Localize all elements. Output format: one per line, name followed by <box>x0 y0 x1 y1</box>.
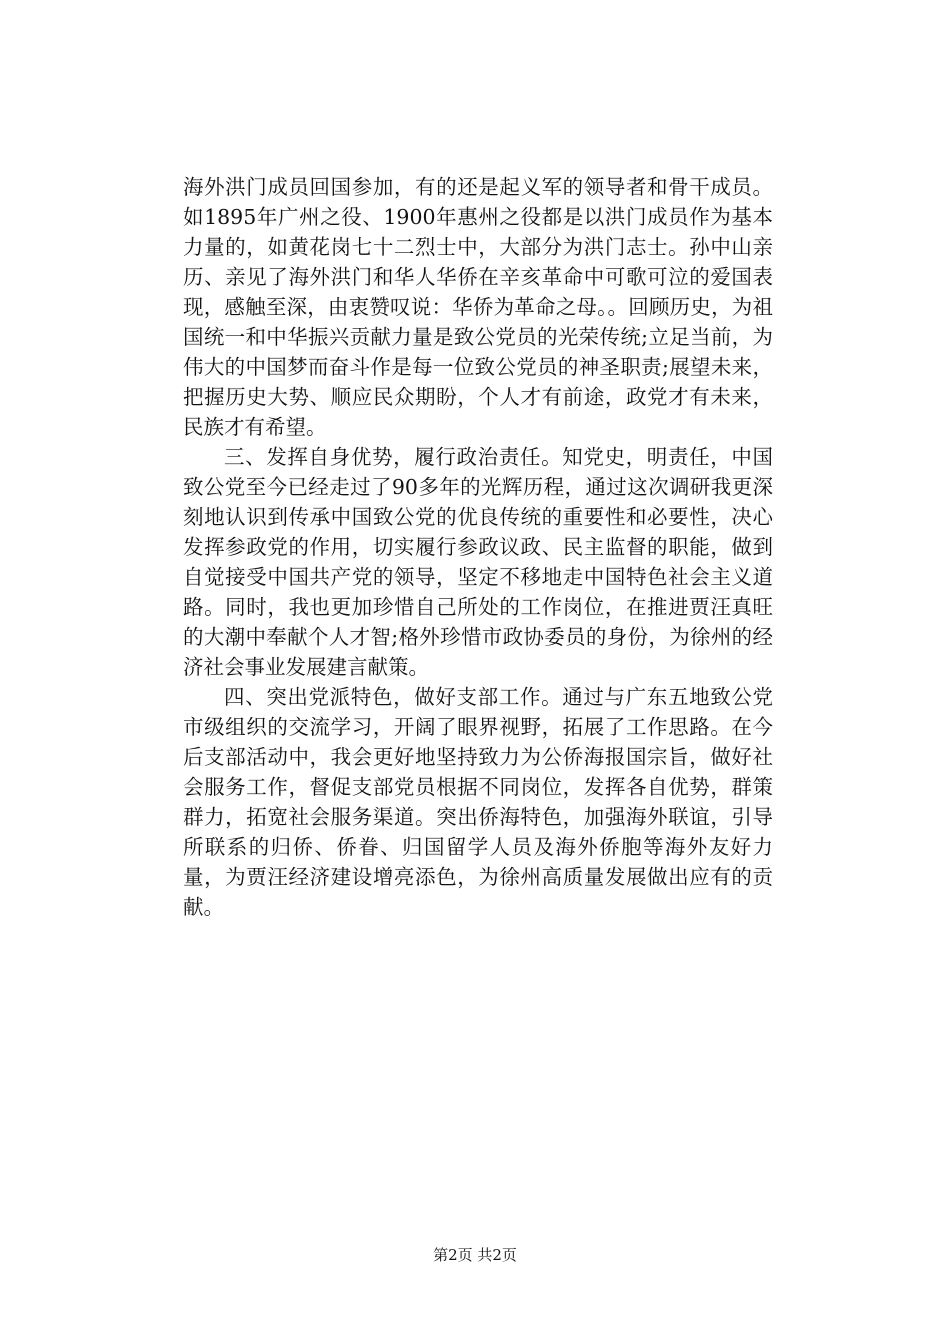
paragraph-1: 海外洪门成员回国参加，有的还是起义军的领导者和骨干成员。如1895年广州之役、1900年惠州之役都是以洪门成员作为基本力量的，如黄花岗七十二烈士中，大部分为洪门志士。孙中山亲历、亲见了海外洪门和华人华侨在辛亥革命中可歌可泣的爱国表现，感触至深，由衷赞叹说：华侨为革命之母。。回顾历史，为祖国统一和中华振兴贡献力量是致公党员的光荣传统;立足当前，为伟大的中国梦而奋斗作是每一位致公党员的神圣职责;展望未来，把握历史大势、顺应民众期盼，个人才有前途，政党才有未来，民族才有希望。 <box>183 175 773 439</box>
page-footer <box>0 1244 950 1265</box>
paragraph-2: 三、发挥自身优势，履行政治责任。知党史，明责任，中国致公党至今已经走过了90多年的光辉历程，通过这次调研我更深刻地认识到传承中国致公党的优良传统的重要性和必要性，决心发挥参政党的作用，切实履行参政议政、民主监督的职能，做到自觉接受中国共产党的领导，坚定不移地走中国特色社会主义道路。同时，我也更加珍惜自己所处的工作岗位，在推进贾汪真旺的大潮中奉献个人才智;格外珍惜市政协委员的身份，为徐州的经济社会事业发展建言献策。 <box>183 445 773 679</box>
page-number-label: 第2页 共2页 <box>433 1246 517 1264</box>
paragraph-3: 四、突出党派特色，做好支部工作。通过与广东五地致公党市级组织的交流学习，开阔了眼界视野，拓展了工作思路。在今后支部活动中，我会更好地坚持致力为公侨海报国宗旨，做好社会服务工作，督促支部党员根据不同岗位，发挥各自优势，群策群力，拓宽社会服务渠道。突出侨海特色，加强海外联谊，引导所联系的归侨、侨眷、归国留学人员及海外侨胞等海外友好力量，为贾汪经济建设增亮添色，为徐州高质量发展做出应有的贡献。 <box>183 685 773 919</box>
document-body <box>183 172 773 922</box>
